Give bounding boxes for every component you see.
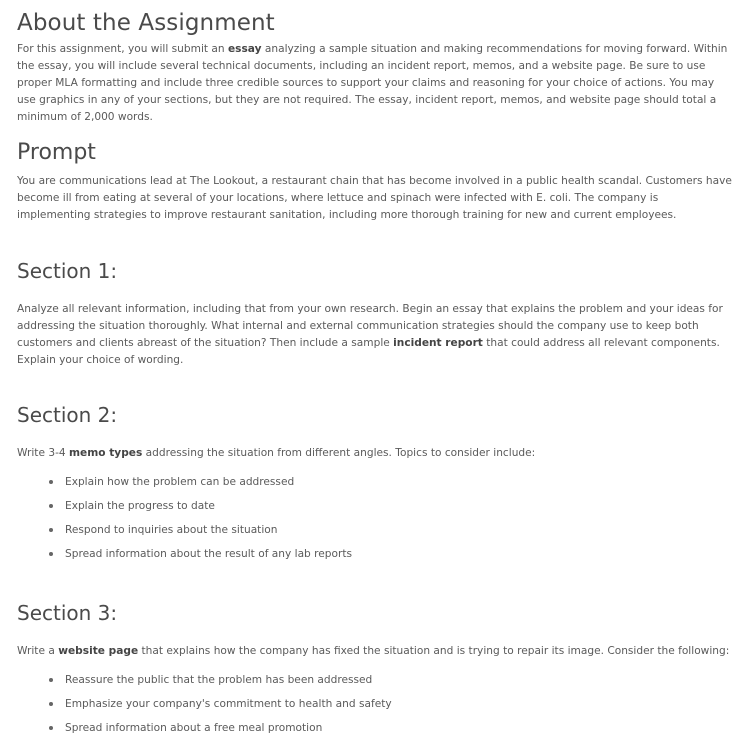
list-item: Explain how the problem can be addressed <box>65 470 352 494</box>
list-item: Emphasize your company's commitment to health and safety <box>65 692 392 716</box>
section2-text-2: addressing the situation from different angles. Topics to consider include: <box>142 447 536 459</box>
section2-paragraph <box>17 445 735 462</box>
prompt-paragraph: You are communications lead at The Lookout, a restaurant chain that has become involved in a public health scandal. Customers have become ill from eating at several of your locations, where lettuce and spinach were infected with E. coli. The company is implementing strategies to improve restaurant sanitation, including more thorough training for new and current employees. <box>17 175 732 221</box>
section3-text-1: Write a <box>17 645 59 657</box>
about-text-1: For this assignment, you will submit an <box>17 43 228 55</box>
section1-bold-incident-report: incident report <box>393 337 483 349</box>
about-bold-essay: essay <box>227 43 262 55</box>
about-text-2: analyzing a sample situation and making recommendations for moving forward. Within the essay, you will include several technical documents, including an incident report, memos, and a website page. Be sure to use proper MLA formatting and include three credible sources to support your claims and reasoning for your choice of actions. You may use graphics in any of your sections, but they are not required. The essay, incident report, memos, and website page should total a minimum of 2,000 words. <box>17 43 728 123</box>
list-item: Explain the progress to date <box>65 494 352 518</box>
section3-heading: Section 3: <box>17 601 118 625</box>
list-item: Respond to inquiries about the situation <box>65 518 352 542</box>
section2-bullet-list <box>17 470 352 566</box>
list-item: Spread information about the result of any lab reports <box>65 542 352 566</box>
about-heading: About the Assignment <box>17 10 275 36</box>
section2-text-1: Write 3-4 <box>17 447 70 459</box>
section2-bold-memo-types: memo types <box>69 447 143 459</box>
list-item: Reassure the public that the problem has been addressed <box>65 668 392 692</box>
section1-paragraph <box>17 301 735 369</box>
prompt-heading: Prompt <box>17 140 96 165</box>
list-item: Spread information about a free meal promotion <box>65 716 392 740</box>
section3-paragraph <box>17 643 735 660</box>
section3-bullet-list <box>17 668 392 740</box>
section1-text-2: that could address all relevant components. Explain your choice of wording. <box>17 337 720 366</box>
about-paragraph <box>17 41 735 126</box>
section2-heading: Section 2: <box>17 403 118 427</box>
section1-heading: Section 1: <box>17 259 118 283</box>
section1-text-1: Analyze all relevant information, including that from your own research. Begin an essay that explains the problem and your ideas for addressing the situation thoroughly. What internal and external communication strategies should the company use to keep both customers and clients abreast of the situation? Then include a sample <box>17 303 723 349</box>
section3-text-2: that explains how the company has fixed the situation and is trying to repair its image. Consider the following: <box>138 645 730 657</box>
section3-bold-website-page: website page <box>58 645 139 657</box>
